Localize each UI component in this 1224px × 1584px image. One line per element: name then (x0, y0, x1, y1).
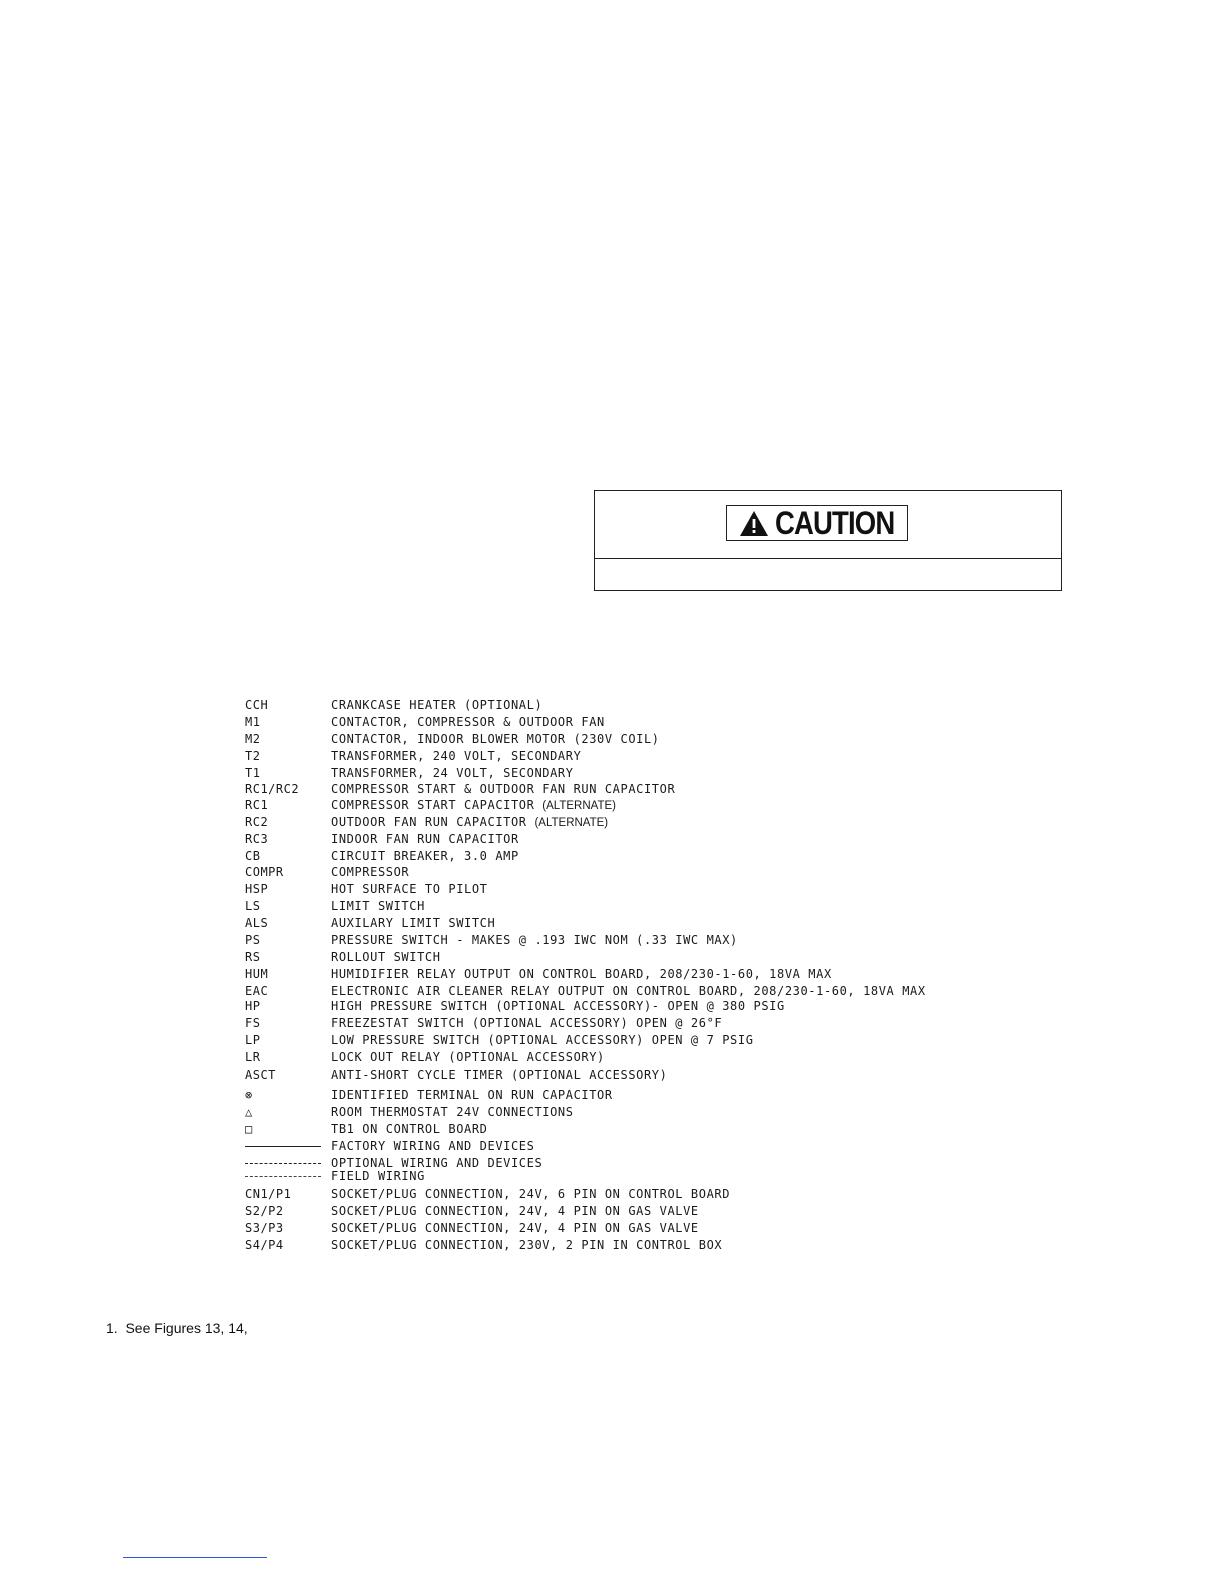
legend-desc: CONTACTOR, COMPRESSOR & OUTDOOR FAN (331, 715, 605, 729)
legend-desc-text: COMPRESSOR START CAPACITOR (331, 798, 535, 812)
legend-desc: SOCKET/PLUG CONNECTION, 24V, 4 PIN ON GAS VALVE (331, 1204, 699, 1218)
caution-badge (726, 505, 908, 541)
legend-code: FS (245, 1016, 261, 1030)
capacitor-terminal-icon: ⊗ (245, 1088, 253, 1102)
legend-desc: HOT SURFACE TO PILOT (331, 882, 488, 896)
legend-code: HUM (245, 967, 269, 981)
legend-code: T2 (245, 749, 261, 763)
legend-code: CN1/P1 (245, 1187, 292, 1201)
legend-desc: COMPRESSOR START & OUTDOOR FAN RUN CAPACITOR (331, 782, 676, 796)
footnote (106, 1320, 248, 1336)
caution-header (595, 491, 1061, 559)
footnote-text: See Figures 13, 14, (125, 1320, 248, 1336)
legend-desc (331, 797, 616, 814)
legend-desc: SOCKET/PLUG CONNECTION, 230V, 2 PIN IN CONTROL BOX (331, 1238, 723, 1252)
legend-code: CCH (245, 698, 269, 712)
legend-code: RC1 (245, 798, 269, 812)
legend-code: T1 (245, 766, 261, 780)
legend-desc (331, 814, 608, 831)
warning-triangle-icon (739, 510, 769, 537)
legend-code: ALS (245, 916, 269, 930)
solid-line-icon (245, 1146, 321, 1147)
legend-code: HSP (245, 882, 269, 896)
legend-desc: ROLLOUT SWITCH (331, 950, 441, 964)
legend-desc: FIELD WIRING (331, 1169, 425, 1183)
footnote-number: 1. (106, 1320, 118, 1336)
legend-code: RC3 (245, 832, 269, 846)
legend-desc: ANTI-SHORT CYCLE TIMER (OPTIONAL ACCESSORY) (331, 1068, 668, 1082)
legend-desc: FREEZESTAT SWITCH (OPTIONAL ACCESSORY) OPEN @ 26°F (331, 1016, 723, 1030)
legend-code: S2/P2 (245, 1204, 284, 1218)
legend-code: HP (245, 999, 261, 1013)
legend-code: RS (245, 950, 261, 964)
legend-desc: CIRCUIT BREAKER, 3.0 AMP (331, 849, 519, 863)
legend-desc-suffix: (ALTERNATE) (534, 817, 609, 829)
legend-desc-suffix: (ALTERNATE) (542, 800, 616, 812)
legend-desc: OPTIONAL WIRING AND DEVICES (331, 1156, 543, 1170)
square-icon: □ (245, 1122, 253, 1136)
legend-code: LP (245, 1033, 261, 1047)
legend-code: EAC (245, 984, 269, 998)
legend-code: M2 (245, 732, 261, 746)
legend-desc: ELECTRONIC AIR CLEANER RELAY OUTPUT ON CONTROL BOARD, 208/230-1-60, 18VA MAX (331, 984, 926, 998)
legend-code: RC2 (245, 815, 269, 829)
legend-desc: SOCKET/PLUG CONNECTION, 24V, 6 PIN ON CONTROL BOARD (331, 1187, 731, 1201)
footnote-separator (123, 1557, 267, 1558)
legend-desc: COMPRESSOR (331, 865, 410, 879)
legend-desc: SOCKET/PLUG CONNECTION, 24V, 4 PIN ON GAS VALVE (331, 1221, 699, 1235)
caution-label: CAUTION (774, 505, 894, 541)
legend-desc: AUXILARY LIMIT SWITCH (331, 916, 496, 930)
legend-code: S4/P4 (245, 1238, 284, 1252)
legend-code: COMPR (245, 865, 284, 879)
legend-code: CB (245, 849, 261, 863)
legend-desc: LOCK OUT RELAY (OPTIONAL ACCESSORY) (331, 1050, 605, 1064)
legend-desc: LOW PRESSURE SWITCH (OPTIONAL ACCESSORY) OPEN @ 7 PSIG (331, 1033, 754, 1047)
triangle-icon: △ (245, 1105, 253, 1119)
legend-desc: TRANSFORMER, 240 VOLT, SECONDARY (331, 749, 582, 763)
legend-code: ASCT (245, 1068, 276, 1082)
legend-code: LS (245, 899, 261, 913)
dashed-line-icon (245, 1176, 321, 1177)
legend-code: M1 (245, 715, 261, 729)
legend-desc: HIGH PRESSURE SWITCH (OPTIONAL ACCESSORY)- OPEN @ 380 PSIG (331, 999, 785, 1013)
caution-box (594, 490, 1062, 591)
legend-desc: FACTORY WIRING AND DEVICES (331, 1139, 535, 1153)
legend-desc: CRANKCASE HEATER (OPTIONAL) (331, 698, 543, 712)
legend-desc: HUMIDIFIER RELAY OUTPUT ON CONTROL BOARD, 208/230-1-60, 18VA MAX (331, 967, 832, 981)
legend-desc-text: OUTDOOR FAN RUN CAPACITOR (331, 815, 527, 829)
legend-code: PS (245, 933, 261, 947)
legend-desc: LIMIT SWITCH (331, 899, 425, 913)
legend-desc: TRANSFORMER, 24 VOLT, SECONDARY (331, 766, 574, 780)
dash-dot-line-icon (245, 1163, 321, 1164)
legend-desc: ROOM THERMOSTAT 24V CONNECTIONS (331, 1105, 574, 1119)
legend-desc: IDENTIFIED TERMINAL ON RUN CAPACITOR (331, 1088, 613, 1102)
legend-code: S3/P3 (245, 1221, 284, 1235)
legend-desc: PRESSURE SWITCH - MAKES @ .193 IWC NOM (.33 IWC MAX) (331, 933, 738, 947)
legend-desc: INDOOR FAN RUN CAPACITOR (331, 832, 519, 846)
legend-desc: TB1 ON CONTROL BOARD (331, 1122, 488, 1136)
legend-code: LR (245, 1050, 261, 1064)
legend-desc: CONTACTOR, INDOOR BLOWER MOTOR (230V COIL) (331, 732, 660, 746)
legend-code: RC1/RC2 (245, 782, 300, 796)
